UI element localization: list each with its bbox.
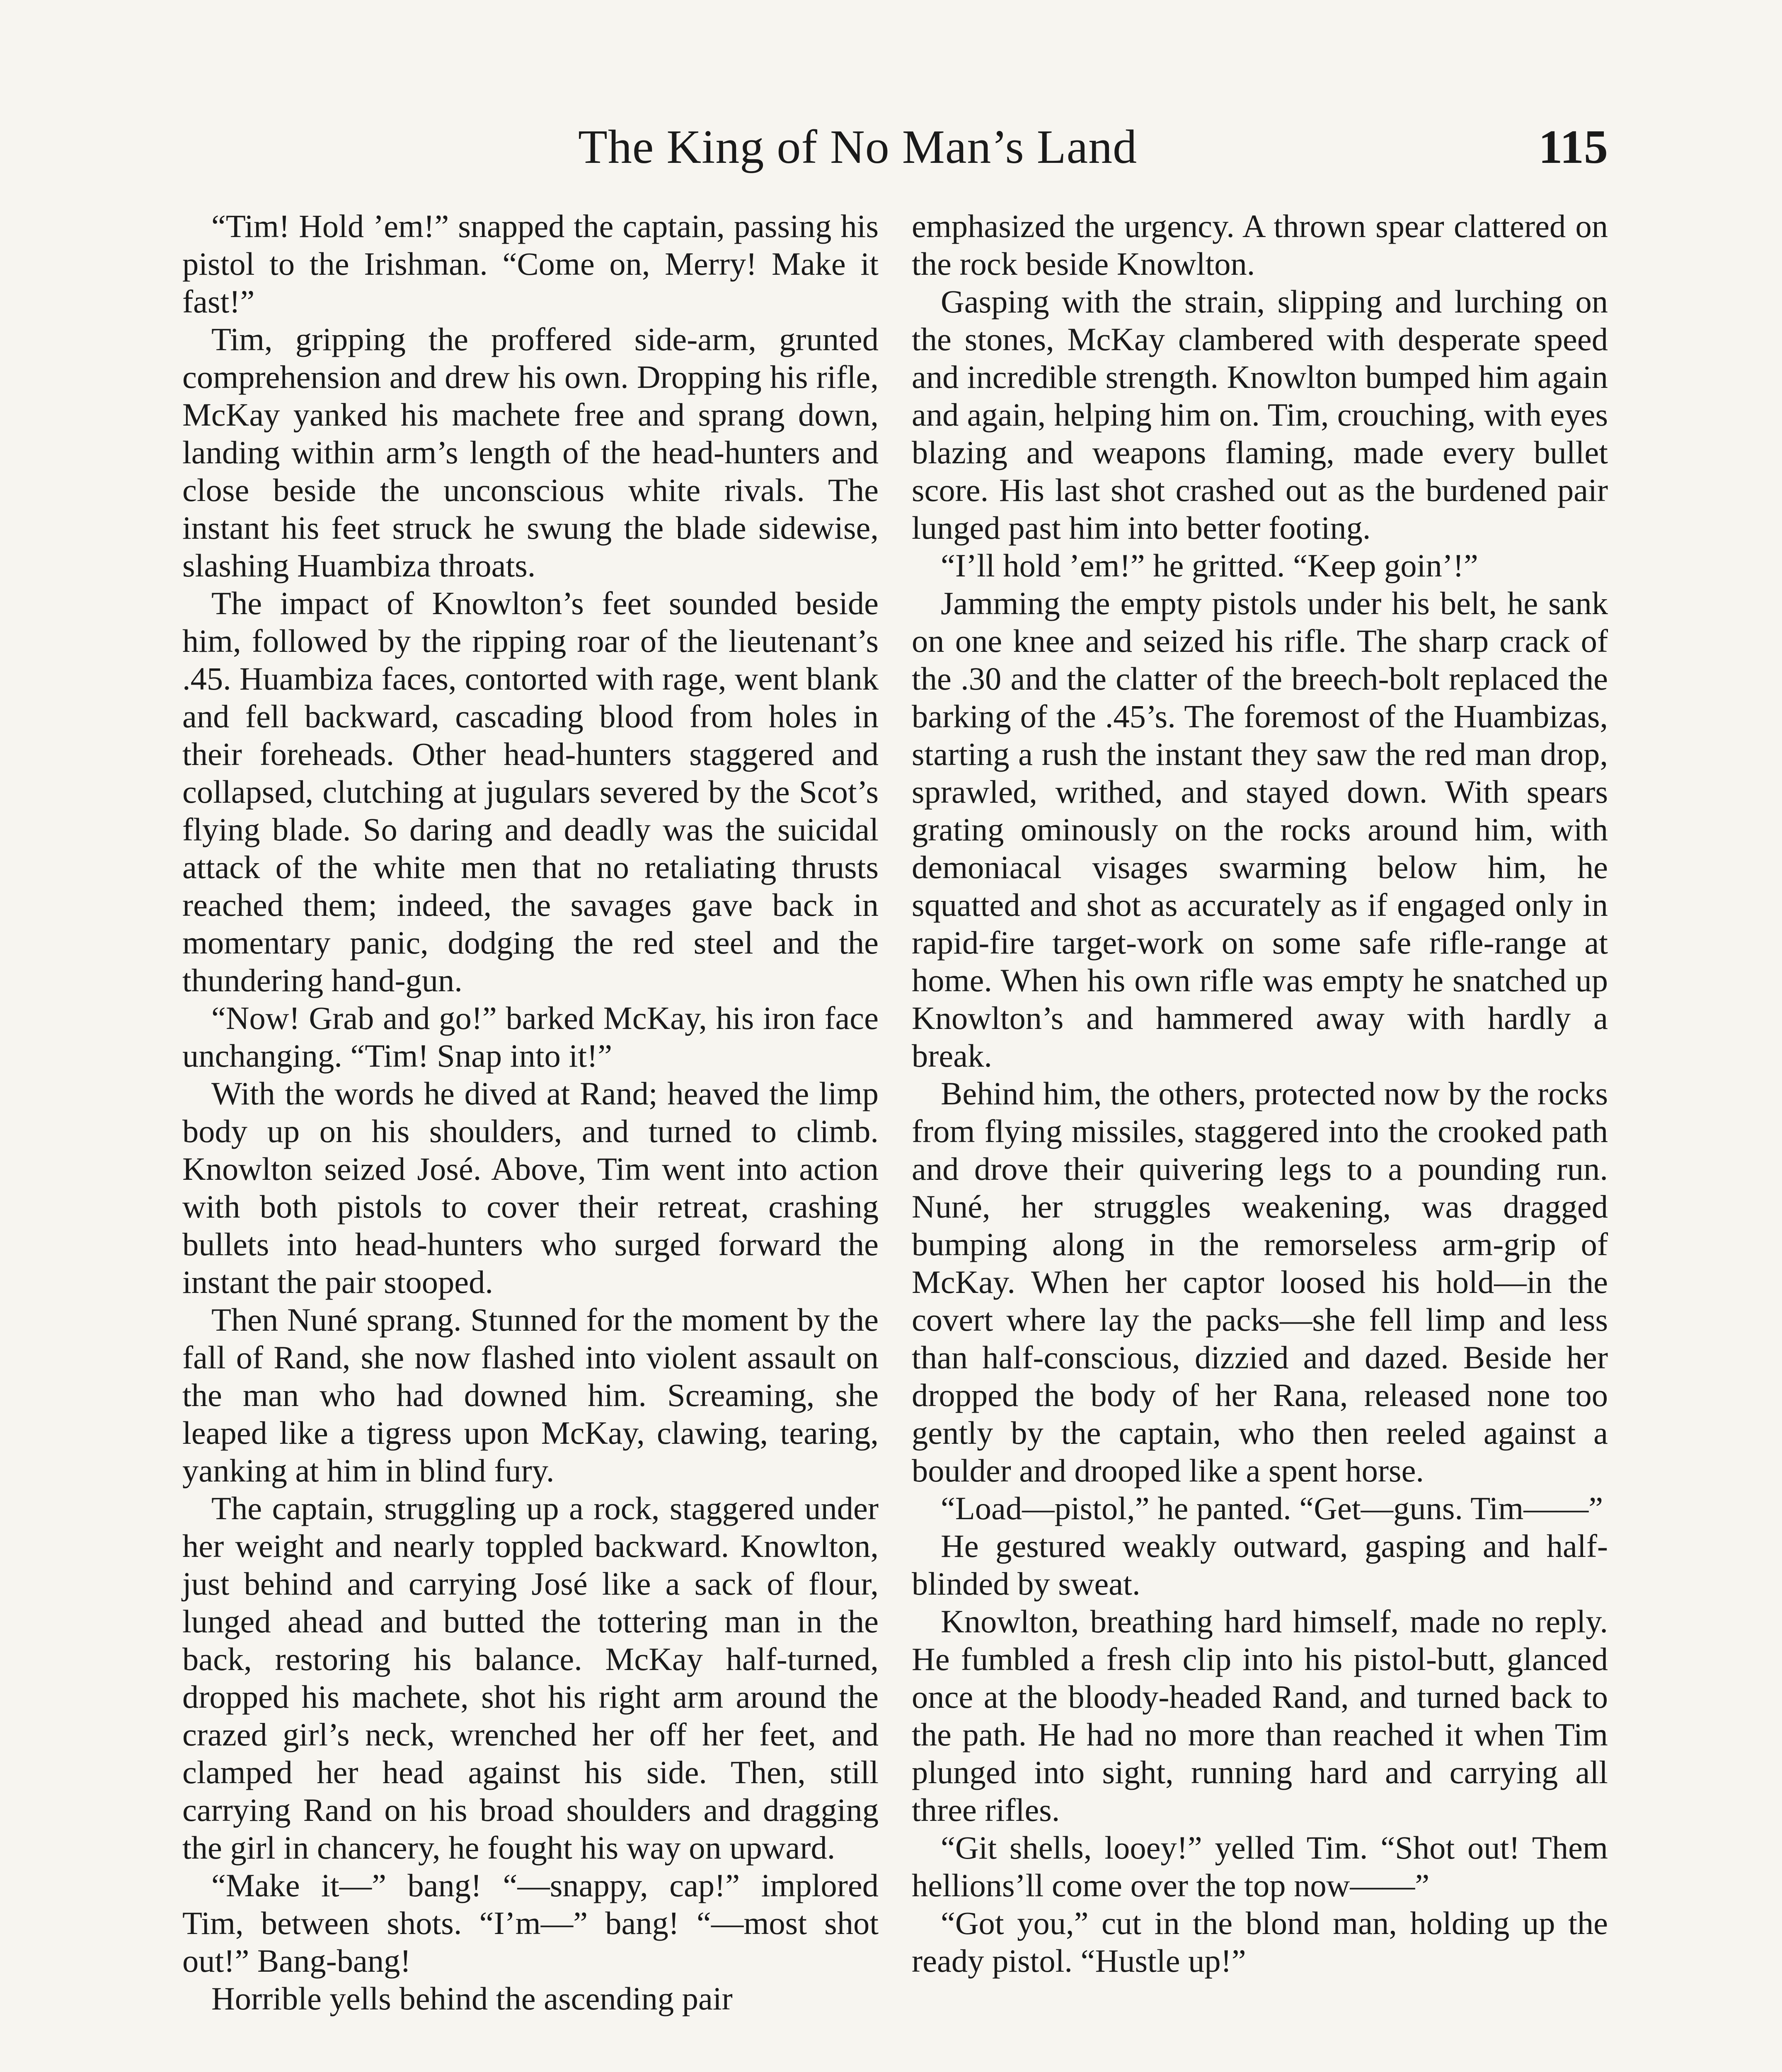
page-number: 115	[1538, 121, 1608, 174]
running-title: The King of No Man’s Land	[578, 121, 1138, 174]
paragraph: Horrible yells behind the ascending pair	[211, 1980, 733, 2016]
paragraph: The captain, struggling up a rock, staggered under her weight and nearly toppled backward. Knowlton, just behind and carrying José like a sack of flour, lunged ahead and butted the tottering man in the back, restoring his balance. McKay half-turned, dropped his machete, shot his right arm around the crazed girl’s neck, wrenched her off her feet, and clamped her head against his side. Then, still carrying Rand on his broad shoulders and dragging the girl in chancery, he fought his way on upward.	[182, 1490, 879, 1866]
paragraph: “Load—pistol,” he panted. “Get—guns. Tim——”	[941, 1490, 1603, 1526]
paragraph: Then Nuné sprang. Stunned for the moment by the fall of Rand, she now flashed into violent assault on the man who had downed him. Screaming, she leaped like a tigress upon McKay, clawing, tearing, yanking at him in blind fury.	[182, 1302, 879, 1489]
paragraph: “Git shells, looey!” yelled Tim. “Shot out! Them hellions’ll come over the top now——”	[912, 1830, 1608, 1903]
page-header	[0, 118, 1782, 184]
paragraph-continued: emphasized the urgency. A thrown spear clattered on the rock beside Knowlton.	[912, 208, 1608, 282]
paragraph: “I’ll hold ’em!” he gritted. “Keep goin’!”	[941, 547, 1478, 583]
right-column	[912, 207, 1608, 1980]
paragraph: Tim, gripping the proffered side-arm, grunted comprehension and drew his own. Dropping his rifle, McKay yanked his machete free and sprang down, landing within arm’s length of the head-hunters and close beside the unconscious white rivals. The instant his feet struck he swung the blade sidewise, slashing Huambiza throats.	[182, 321, 879, 583]
paragraph: With the words he dived at Rand; heaved the limp body up on his shoulders, and turned to climb. Knowlton seized José. Above, Tim went into action with both pistols to cover their retreat, crashing bullets into head-hunters who surged forward the instant the pair stooped.	[182, 1075, 879, 1300]
paragraph: “Got you,” cut in the blond man, holding up the ready pistol. “Hustle up!”	[912, 1905, 1608, 1979]
paragraph: He gestured weakly outward, gasping and half-blinded by sweat.	[912, 1528, 1608, 1602]
paragraph: Jamming the empty pistols under his belt, he sank on one knee and seized his rifle. The sharp crack of the .30 and the clatter of the breech-bolt replaced the barking of the .45’s. The foremost of the Huambizas, starting a rush the instant they saw the red man drop, sprawled, writhed, and stayed down. With spears grating ominously on the rocks around him, with demoniacal visages swarming below him, he squatted and shot as accurately as if engaged only in rapid-fire target-work on some safe rifle-range at home. When his own rifle was empty he snatched up Knowlton’s and hammered away with hardly a break.	[912, 585, 1608, 1074]
paragraph: Gasping with the strain, slipping and lurching on the stones, McKay clambered with desperate speed and incredible strength. Knowlton bumped him again and again, helping him on. Tim, crouching, with eyes blazing and weapons flaming, made every bullet score. His last shot crashed out as the burdened pair lunged past him into better footing.	[912, 283, 1608, 546]
paragraph: Knowlton, breathing hard himself, made no reply. He fumbled a fresh clip into his pistol-butt, glanced once at the bloody-headed Rand, and turned back to the path. He had no more than reached it when Tim plunged into sight, running hard and carrying all three rifles.	[912, 1603, 1608, 1828]
paragraph: “Tim! Hold ’em!” snapped the captain, passing his pistol to the Irishman. “Come on, Merry! Make it fast!”	[182, 208, 879, 320]
paragraph: The impact of Knowlton’s feet sounded beside him, followed by the ripping roar of the lieutenant’s .45. Huambiza faces, contorted with rage, went blank and fell backward, cascading blood from holes in their foreheads. Other head-hunters staggered and collapsed, clutching at jugulars severed by the Scot’s flying blade. So daring and deadly was the suicidal attack of the white men that no retaliating thrusts reached them; indeed, the savages gave back in momentary panic, dodging the red steel and the thundering hand-gun.	[182, 585, 879, 998]
paragraph: “Now! Grab and go!” barked McKay, his iron face unchanging. “Tim! Snap into it!”	[182, 1000, 879, 1074]
left-column	[182, 207, 879, 2017]
paragraph: “Make it—” bang! “—snappy, cap!” implored Tim, between shots. “I’m—” bang! “—most shot out!” Bang-bang!	[182, 1867, 879, 1979]
paragraph: Behind him, the others, protected now by the rocks from flying missiles, staggered into the crooked path and drove their quivering legs to a pounding run. Nuné, her struggles weakening, was dragged bumping along in the remorseless arm-grip of McKay. When her captor loosed his hold—in the covert where lay the packs—she fell limp and less than half-conscious, dizzied and dazed. Beside her dropped the body of her Rana, released none too gently by the captain, who then reeled against a boulder and drooped like a spent horse.	[912, 1075, 1608, 1489]
